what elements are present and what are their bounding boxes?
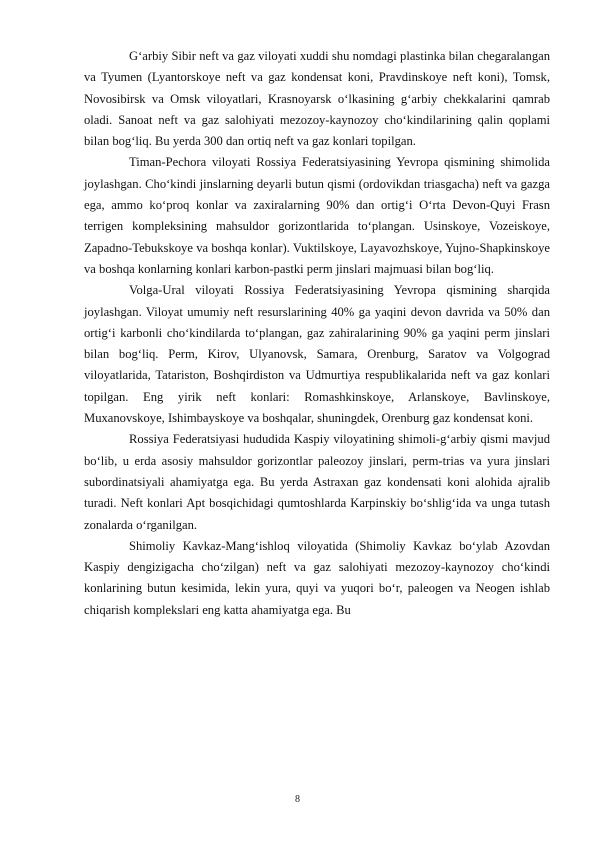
paragraph-timan-pechora: Timan-Pechora viloyati Rossiya Federatsiyasining Yevropa qismining shimolida joylashgan. Cho‘kindi jinslarning deyarli butun qismi (ordovikdan triasgacha) neft va gazga ega, ammo ko‘proq konlar va zaxiralarning 90% dan ortig‘i O‘rta Devon-Quyi Frasn terrigen kompleksining mahsuldor gorizontlarida to‘plangan. Usinskoye, Vozeiskoye, Zapadno-Tebukskoye va boshqa konlar). Vuktilskoye, Layavozhskoye, Yujno-Shapkinskoye va boshqa konlarning konlari karbon-pastki perm jinslari majmuasi bilan bog‘liq.	[84, 155, 550, 276]
body-text	[84, 46, 550, 621]
page-number: 8	[295, 794, 300, 805]
paragraph-north-caucasus: Shimoliy Kavkaz-Mang‘ishloq viloyatida (Shimoliy Kavkaz bo‘ylab Azovdan Kaspiy dengizigacha cho‘zilgan) neft va gaz salohiyati mezozoy-kaynozoy cho‘kindi konlarining butun kesimida, lekin yura, quyi va yuqori bo‘r, paleogen va Neogen ishlab chiqarish komplekslari eng katta ahamiyatga ega. Bu	[84, 538, 550, 617]
paragraph-caspian: Rossiya Federatsiyasi hududida Kaspiy viloyatining shimoli-g‘arbiy qismi mavjud bo‘lib, u erda asosiy mahsuldor gorizontlar paleozoy jinslari, perm-trias va yura jinslari subordinatsiyali ahamiyatga ega. Bu yerda Astraxan gaz kondensati koni alohida ajralib turadi. Neft konlari Apt bosqichidagi qumtoshlarda Karpinskiy bo‘shlig‘ida va unga tutash zonalarda o‘rganilgan.	[84, 432, 550, 532]
paragraph-west-siberia: G‘arbiy Sibir neft va gaz viloyati xuddi shu nomdagi plastinka bilan chegaralangan va Tyumen (Lyantorskoye neft va gaz kondensat koni, Pravdinskoye neft koni), Tomsk, Novosibirsk va Omsk viloyatlari, Krasnoyarsk o‘lkasining g‘arbiy chekkalarini qamrab oladi. Sanoat neft va gaz salohiyati mezozoy-kaynozoy cho‘kindilarining qalin qoplami bilan bog‘liq. Bu yerda 300 dan ortiq neft va gaz konlari topilgan.	[84, 49, 550, 149]
paragraph-volga-ural: Volga-Ural viloyati Rossiya Federatsiyasining Yevropa qismining sharqida joylashgan. Viloyat umumiy neft resurslarining 40% ga yaqini devon davrida va 50% dan ortig‘i karbonli cho‘kindilarda to‘plangan, gaz zahiralarining 90% ga yaqini perm jinslari bilan bog‘liq. Perm, Kirov, Ulyanovsk, Samara, Orenburg, Saratov va Volgograd viloyatlarida, Tatariston, Boshqirdiston va Udmurtiya respublikalarida neft va gaz konlari topilgan. Eng yirik neft konlari: Romashkinskoye, Arlanskoye, Bavlinskoye, Muxanovskoye, Ishimbayskoye va boshqalar, shuningdek, Orenburg gaz kondensat koni.	[84, 283, 550, 426]
